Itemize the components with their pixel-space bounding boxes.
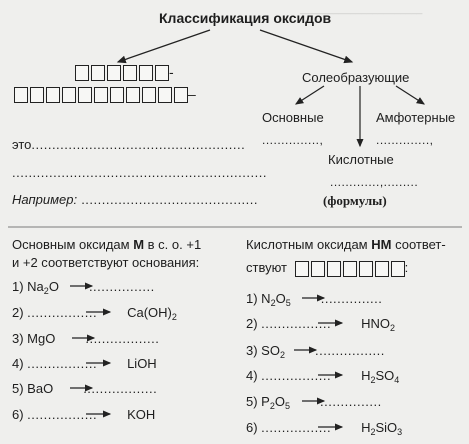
acid-row-1: 1) $N_2O_5$ ............... bbox=[246, 291, 383, 308]
definition-line-2: .............................................................. bbox=[12, 165, 267, 180]
example-label: Например: bbox=[12, 192, 78, 207]
acid-row-3: 3) $SO_2$ ................. bbox=[246, 343, 385, 360]
formulas-note: (формулы) bbox=[323, 193, 387, 208]
example-line: Например: ........................................... bbox=[12, 192, 258, 207]
basic-row-3: 3) MgO .................. bbox=[12, 331, 160, 346]
amphoteric-formula-blank: .............., bbox=[376, 133, 434, 147]
salt-forming-label: Солеобразующие bbox=[302, 70, 410, 85]
acid-row-6: 6) ................. $H_2SiO_3$ bbox=[246, 420, 403, 437]
answer-boxes-line1: - bbox=[75, 64, 174, 82]
basic-oxides-label: Основные bbox=[262, 110, 324, 125]
eto-label: это bbox=[12, 137, 32, 152]
arrow-to-amphoteric bbox=[396, 86, 424, 104]
basic-row-6: 6) ................. KOH bbox=[12, 407, 156, 422]
basic-row-4: 4) ................. LiOH bbox=[12, 356, 157, 371]
answer-boxes-line2: – bbox=[14, 86, 196, 104]
basic-row-5: 5) BaO .................. bbox=[12, 381, 158, 396]
acid-section-heading-line2: ствуют : bbox=[246, 260, 409, 275]
acid-row-2: 2) ................. $HNO_2$ bbox=[246, 316, 395, 333]
acid-answer-boxes bbox=[295, 261, 405, 277]
page-title: Классификация оксидов bbox=[159, 10, 332, 26]
arrow-to-non-salt-forming bbox=[118, 30, 210, 62]
basic-section-heading-line1: Основным оксидам М в с. о. +1 bbox=[12, 237, 202, 252]
acid-row-4: 4) ................. $H_2SO_4$ bbox=[246, 368, 400, 385]
basic-section-heading-line2: и +2 соответствуют основания: bbox=[12, 255, 200, 270]
arrow-to-salt-forming bbox=[260, 30, 352, 62]
arrow-to-basic bbox=[296, 86, 324, 104]
amphoteric-oxides-label: Амфотерные bbox=[376, 110, 456, 125]
acidic-oxides-label: Кислотные bbox=[328, 152, 394, 167]
definition-line: это.................................................... bbox=[12, 137, 246, 152]
acid-section-heading-line1: Кислотным оксидам НМ соответ- bbox=[246, 237, 446, 252]
basic-formula-blank: ..............., bbox=[262, 133, 324, 147]
basic-row-1: 1) $Na_2O$ ................ bbox=[12, 279, 155, 296]
basic-row-2: 2) ................. $Ca(OH)_2$ bbox=[12, 305, 177, 322]
acid-row-5: 5) $P_2O_5$ ............... bbox=[246, 394, 382, 411]
acidic-formula-blank: .............,......... bbox=[330, 175, 419, 189]
bleed-through-text: ______________________ bbox=[300, 4, 423, 15]
